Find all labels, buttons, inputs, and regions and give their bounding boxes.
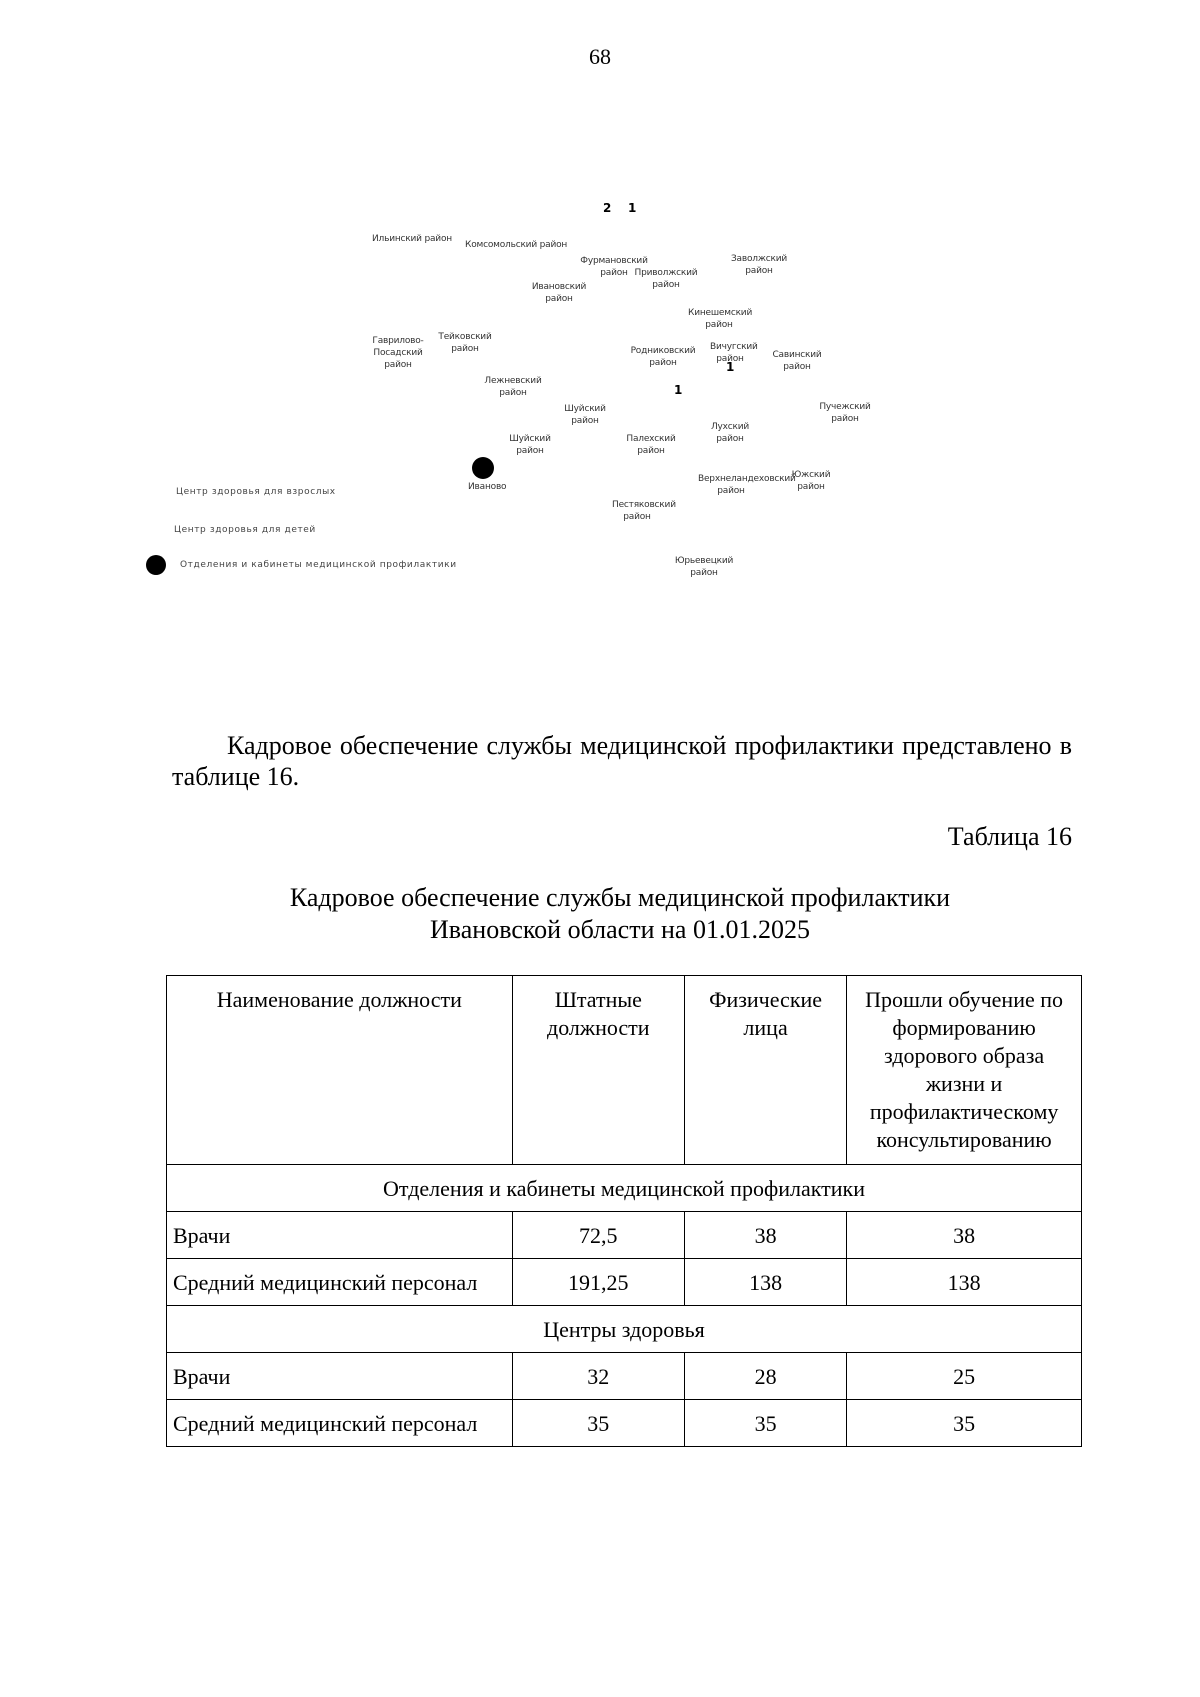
cell-trained: 25 (847, 1353, 1082, 1400)
header-position: Наименование должности (167, 976, 513, 1165)
page-number: 68 (589, 44, 611, 69)
table-label: Таблица 16 (947, 822, 1072, 851)
map-number: 1 (674, 383, 683, 397)
map-label: Тейковский район (438, 332, 492, 354)
map-label: Верхнеландеховский район (698, 474, 796, 496)
cell-persons: 38 (684, 1212, 846, 1259)
map-label: Южский район (791, 470, 831, 492)
cell-staff: 191,25 (512, 1259, 684, 1306)
table-title-line: Кадровое обеспечение службы медицинской профилактики (289, 883, 951, 912)
table-header-row (167, 976, 1082, 1165)
map-label: Иваново (468, 482, 507, 492)
table-row (167, 1212, 1082, 1259)
map-label: Комсомольский район (465, 240, 568, 250)
map-label: Пучежский район (819, 402, 871, 424)
map-number: 1 (628, 201, 637, 215)
section-row (167, 1165, 1082, 1212)
map-label: Вичугский район (710, 342, 758, 364)
legend-item: Центр здоровья для детей (174, 525, 316, 535)
table-row (167, 1353, 1082, 1400)
table-row (167, 1400, 1082, 1447)
table-title (150, 882, 1090, 946)
map-label: Савинский район (772, 350, 822, 372)
table-row (167, 1259, 1082, 1306)
map-number: 2 (603, 201, 612, 215)
staff-table (166, 975, 1082, 1447)
map-label: Лухский район (710, 422, 750, 444)
map-label: Шуйский район (509, 434, 551, 456)
district-map (150, 201, 950, 635)
cell-name: Средний медицинский персонал (167, 1400, 513, 1447)
header-staff-positions: Штатные должности (512, 976, 684, 1165)
map-number: 1 (726, 360, 735, 374)
cell-staff: 72,5 (512, 1212, 684, 1259)
map-label: Шуйский район (564, 404, 606, 426)
map-label: Заволжский район (730, 254, 788, 276)
table-title-line: Ивановской области на 01.01.2025 (430, 915, 810, 944)
map-label: Пестяковский район (612, 500, 676, 522)
legend-item: Отделения и кабинеты медицинской профилактики (180, 560, 457, 570)
map-label: Приволжский район (634, 268, 698, 290)
cell-trained: 38 (847, 1212, 1082, 1259)
cell-staff: 32 (512, 1353, 684, 1400)
header-physical-persons: Физические лица (684, 976, 846, 1165)
cell-persons: 28 (684, 1353, 846, 1400)
legend-marker (146, 555, 166, 575)
cell-trained: 35 (847, 1400, 1082, 1447)
map-label: Лежневский район (484, 376, 542, 398)
map-label: Ильинский район (372, 234, 452, 244)
body-paragraph: Кадровое обеспечение службы медицинской профилактики представлено в таблице 16. (172, 731, 1072, 791)
cell-staff: 35 (512, 1400, 684, 1447)
map-label: Ивановский район (531, 282, 587, 304)
map-label: Кинешемский район (688, 308, 753, 330)
cell-persons: 35 (684, 1400, 846, 1447)
map-label: Юрьевецкий район (674, 556, 734, 578)
cell-name: Врачи (167, 1212, 513, 1259)
map-label: Родниковский район (630, 346, 696, 368)
cell-trained: 138 (847, 1259, 1082, 1306)
legend-item: Центр здоровья для взрослых (176, 487, 336, 497)
health-center-marker (472, 457, 494, 479)
map-label: Гаврилово-Посадский район (372, 336, 424, 370)
section-row (167, 1306, 1082, 1353)
map-label: Фурмановский район (580, 256, 648, 278)
cell-name: Врачи (167, 1353, 513, 1400)
section-title: Отделения и кабинеты медицинской профилактики (167, 1165, 1082, 1212)
map-label: Палехский район (626, 434, 676, 456)
cell-persons: 138 (684, 1259, 846, 1306)
section-title: Центры здоровья (167, 1306, 1082, 1353)
cell-name: Средний медицинский персонал (167, 1259, 513, 1306)
header-trained: Прошли обучение по формированию здорового образа жизни и профилактическому консультированию (847, 976, 1082, 1165)
